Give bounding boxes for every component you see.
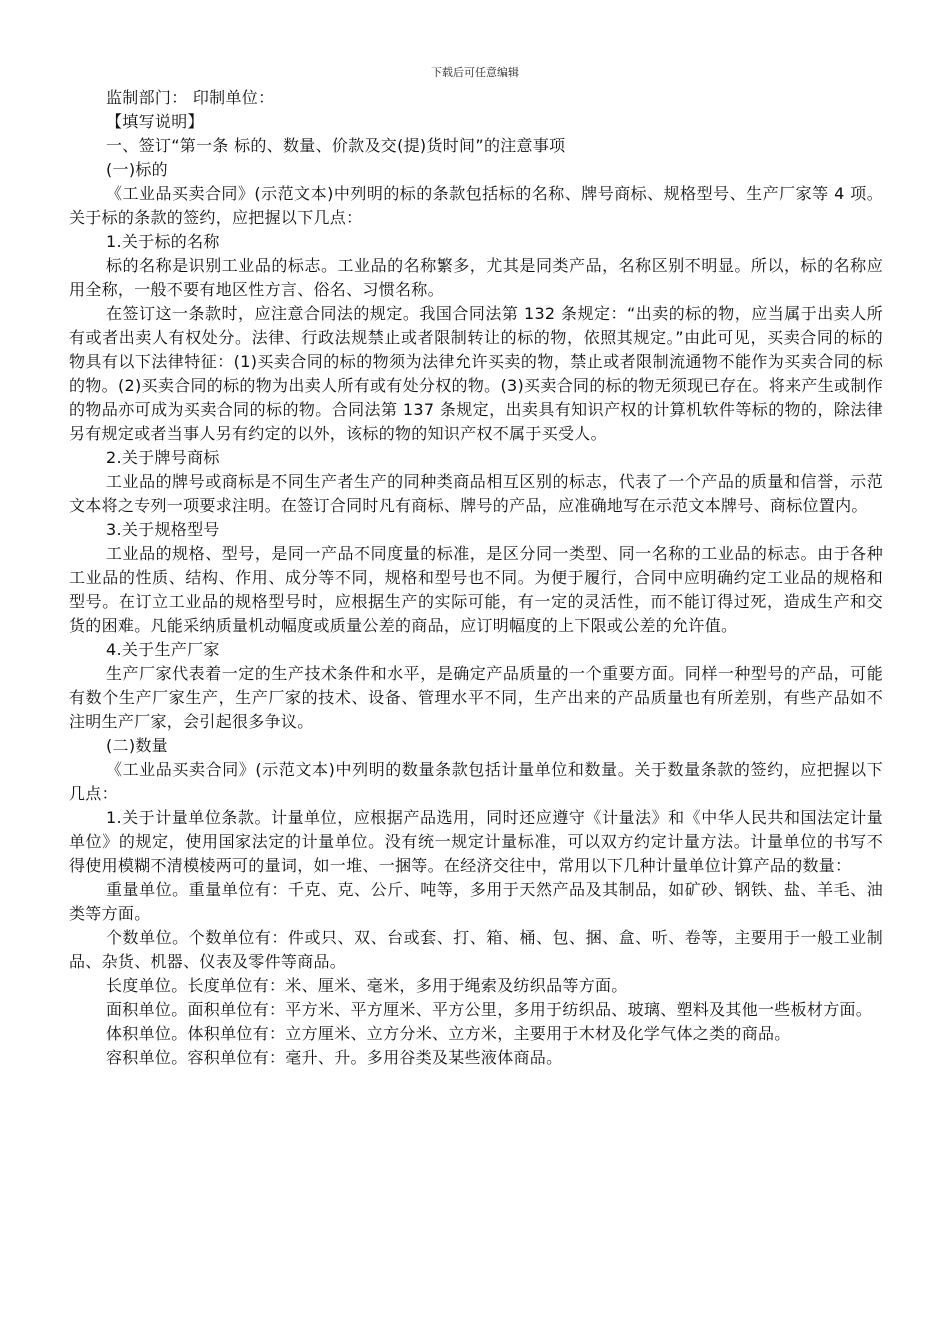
section-1-title: 一、签订“第一条 标的、数量、价款及交(提)货时间”的注意事项	[106, 136, 566, 155]
item-4-title: 4.关于生产厂家	[106, 640, 220, 659]
length-unit-paragraph: 长度单位。长度单位有：米、厘米、毫米，多用于绳索及纺织品等方面。	[106, 976, 628, 995]
item-3-title: 3.关于规格型号	[106, 520, 220, 539]
download-note: 下载后可任意编辑	[431, 66, 519, 79]
subsection-2-intro: 《工业品买卖合同》(示范文本)中列明的数量条款包括计量单位和数量。关于数量条款的签约，应把握以下几点：	[69, 760, 883, 803]
area-unit-paragraph: 面积单位。面积单位有：平方米、平方厘米、平方公里，多用于纺织品、玻璃、塑料及其他一些板材方面。	[106, 1000, 873, 1019]
capacity-unit-paragraph: 容积单位。容积单位有：毫升、升。多用谷类及某些液体商品。	[106, 1048, 563, 1067]
fill-instructions-title: 【填写说明】	[106, 112, 204, 131]
item-4-paragraph: 生产厂家代表着一定的生产技术条件和水平，是确定产品质量的一个重要方面。同样一种型号的产品，可能有数个生产厂家生产，生产厂家的技术、设备、管理水平不同，生产出来的产品质量也有所差别，有些产品如不注明生产厂家，会引起很多争议。	[69, 664, 883, 731]
volume-unit-paragraph: 体积单位。体积单位有：立方厘米、立方分米、立方米，主要用于木材及化学气体之类的商品。	[106, 1024, 791, 1043]
item-3-paragraph: 工业品的规格、型号，是同一产品不同度量的标准，是区分同一类型、同一名称的工业品的标志。由于各种工业品的性质、结构、作用、成分等不同，规格和型号也不同。为便于履行，合同中应明确约定工业品的规格和型号。在订立工业品的规格型号时，应根据生产的实际可能，有一定的灵活性，而不能订得过死，造成生产和交货的困难。凡能采纳质量机动幅度或质量公差的商品，应订明幅度的上下限或公差的允许值。	[69, 544, 883, 635]
item-2-title: 2.关于牌号商标	[106, 448, 220, 467]
document-body	[69, 86, 883, 1070]
item-2-paragraph: 工业品的牌号或商标是不同生产者生产的同种类商品相互区别的标志，代表了一个产品的质量和信誉，示范文本将之专列一项要求注明。在签订合同时凡有商标、牌号的产品，应准确地写在示范文本牌号、商标位置内。	[69, 472, 883, 515]
item-1-paragraph-2: 在签订这一条款时，应注意合同法的规定。我国合同法第 132 条规定：“出卖的标的物，应当属于出卖人所有或者出卖人有权处分。法律、行政法规禁止或者限制转让的标的物，依照其规定。”由此可见，买卖合同的标的物具有以下法律特征：(1)买卖合同的标的物须为法律允许买卖的物，禁止或者限制流通物不能作为买卖合同的标的物。(2)买卖合同的标的物为出卖人所有或有处分权的物。(3)买卖合同的标的物无须现已存在。将来产生或制作的物品亦可成为买卖合同的标的物。合同法第 137 条规定，出卖具有知识产权的计算机软件等标的物的，除法律另有规定或者当事人另有约定的以外，该标的物的知识产权不属于买受人。	[69, 304, 883, 443]
count-unit-paragraph: 个数单位。个数单位有：件或只、双、台或套、打、箱、桶、包、捆、盒、听、卷等，主要用于一般工业制品、杂货、机器、仪表及零件等商品。	[69, 928, 883, 971]
measurement-unit-clause: 1.关于计量单位条款。计量单位，应根据产品选用，同时还应遵守《计量法》和《中华人民共和国法定计量单位》的规定，使用国家法定的计量单位。没有统一规定计量标准，可以双方约定计量方法。计量单位的书写不得使用模糊不清模棱两可的量词，如一堆、一捆等。在经济交往中，常用以下几种计量单位计算产品的数量：	[69, 808, 883, 875]
supervisor-line: 监制部门： 印制单位：	[106, 88, 275, 107]
subsection-1-title: (一)标的	[106, 160, 168, 179]
subsection-2-title: (二)数量	[106, 736, 168, 755]
weight-unit-paragraph: 重量单位。重量单位有：千克、克、公斤、吨等，多用于天然产品及其制品，如矿砂、钢铁、盐、羊毛、油类等方面。	[69, 880, 883, 923]
item-1-title: 1.关于标的名称	[106, 232, 220, 251]
item-1-paragraph-1: 标的名称是识别工业品的标志。工业品的名称繁多，尤其是同类产品，名称区别不明显。所以，标的名称应用全称，一般不要有地区性方言、俗名、习惯名称。	[69, 256, 883, 299]
subsection-1-intro: 《工业品买卖合同》(示范文本)中列明的标的条款包括标的名称、牌号商标、规格型号、生产厂家等 4 项。关于标的条款的签约，应把握以下几点：	[69, 184, 883, 227]
